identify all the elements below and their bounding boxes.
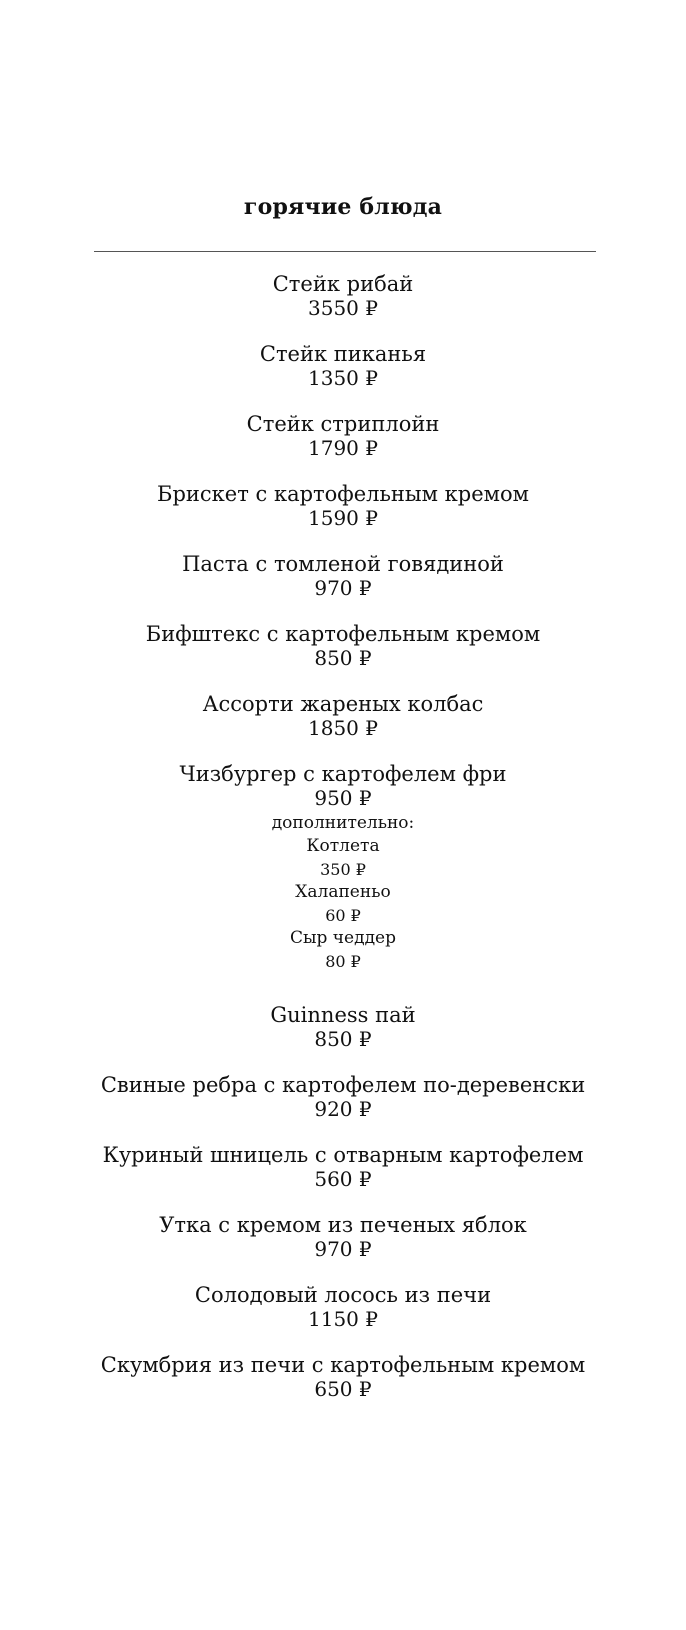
dish-price: 970 ₽ — [314, 1237, 372, 1261]
menu-item — [0, 692, 686, 740]
menu-item — [0, 482, 686, 530]
addon-name: Халапеньо — [295, 882, 391, 902]
menu-item — [0, 762, 686, 973]
dish-price: 1850 ₽ — [308, 716, 378, 740]
dish-name: Брискет с картофельным кремом — [157, 482, 529, 506]
menu-item — [0, 622, 686, 670]
dish-name: Стейк рибай — [272, 272, 414, 296]
menu-item — [0, 412, 686, 460]
addons-list — [0, 812, 686, 973]
dish-price: 1150 ₽ — [308, 1307, 378, 1331]
dish-price: 950 ₽ — [314, 786, 372, 810]
dish-name: Утка с кремом из печеных яблок — [159, 1213, 527, 1237]
dish-name: Солодовый лосось из печи — [194, 1283, 492, 1307]
addon-name: Сыр чеддер — [289, 928, 396, 948]
menu-item — [0, 342, 686, 390]
dish-price: 920 ₽ — [314, 1097, 372, 1121]
dish-name: Свиные ребра с картофелем по-деревенски — [100, 1073, 586, 1097]
dish-name: Ассорти жареных колбас — [202, 692, 484, 716]
menu-item — [0, 272, 686, 320]
dish-name: Guinness пай — [270, 1003, 416, 1027]
menu-item — [0, 1003, 686, 1051]
dish-name: Куриный шницель с отварным картофелем — [102, 1143, 584, 1167]
dish-name: Чизбургер с картофелем фри — [179, 762, 507, 786]
dish-price: 650 ₽ — [314, 1377, 372, 1401]
menu-item — [0, 1283, 686, 1331]
menu-item — [0, 1073, 686, 1121]
addon-price: 350 ₽ — [320, 860, 366, 879]
menu-item — [0, 552, 686, 600]
menu-item — [0, 1353, 686, 1401]
menu-item — [0, 1213, 686, 1261]
addon-price: 60 ₽ — [325, 906, 361, 925]
dish-name: Бифштекс с картофельным кремом — [145, 622, 541, 646]
dish-price: 970 ₽ — [314, 576, 372, 600]
dish-name: Паста с томленой говядиной — [182, 552, 504, 576]
addons-label: дополнительно: — [271, 813, 415, 833]
dish-price: 850 ₽ — [314, 646, 372, 670]
dish-price: 850 ₽ — [314, 1027, 372, 1051]
dish-name: Стейк пиканья — [259, 342, 427, 366]
dish-name: Скумбрия из печи с картофельным кремом — [100, 1353, 586, 1377]
dish-price: 1790 ₽ — [308, 436, 378, 460]
dish-price: 1350 ₽ — [308, 366, 378, 390]
dish-price: 560 ₽ — [314, 1167, 372, 1191]
dish-price: 3550 ₽ — [308, 296, 378, 320]
section-divider — [94, 251, 596, 252]
addon-price: 80 ₽ — [325, 952, 361, 971]
menu-list — [0, 272, 686, 1423]
section-title: горячие блюда — [243, 194, 443, 220]
addon-name: Котлета — [306, 836, 380, 856]
dish-price: 1590 ₽ — [308, 506, 378, 530]
menu-item — [0, 1143, 686, 1191]
dish-name: Стейк стриплойн — [246, 412, 440, 436]
